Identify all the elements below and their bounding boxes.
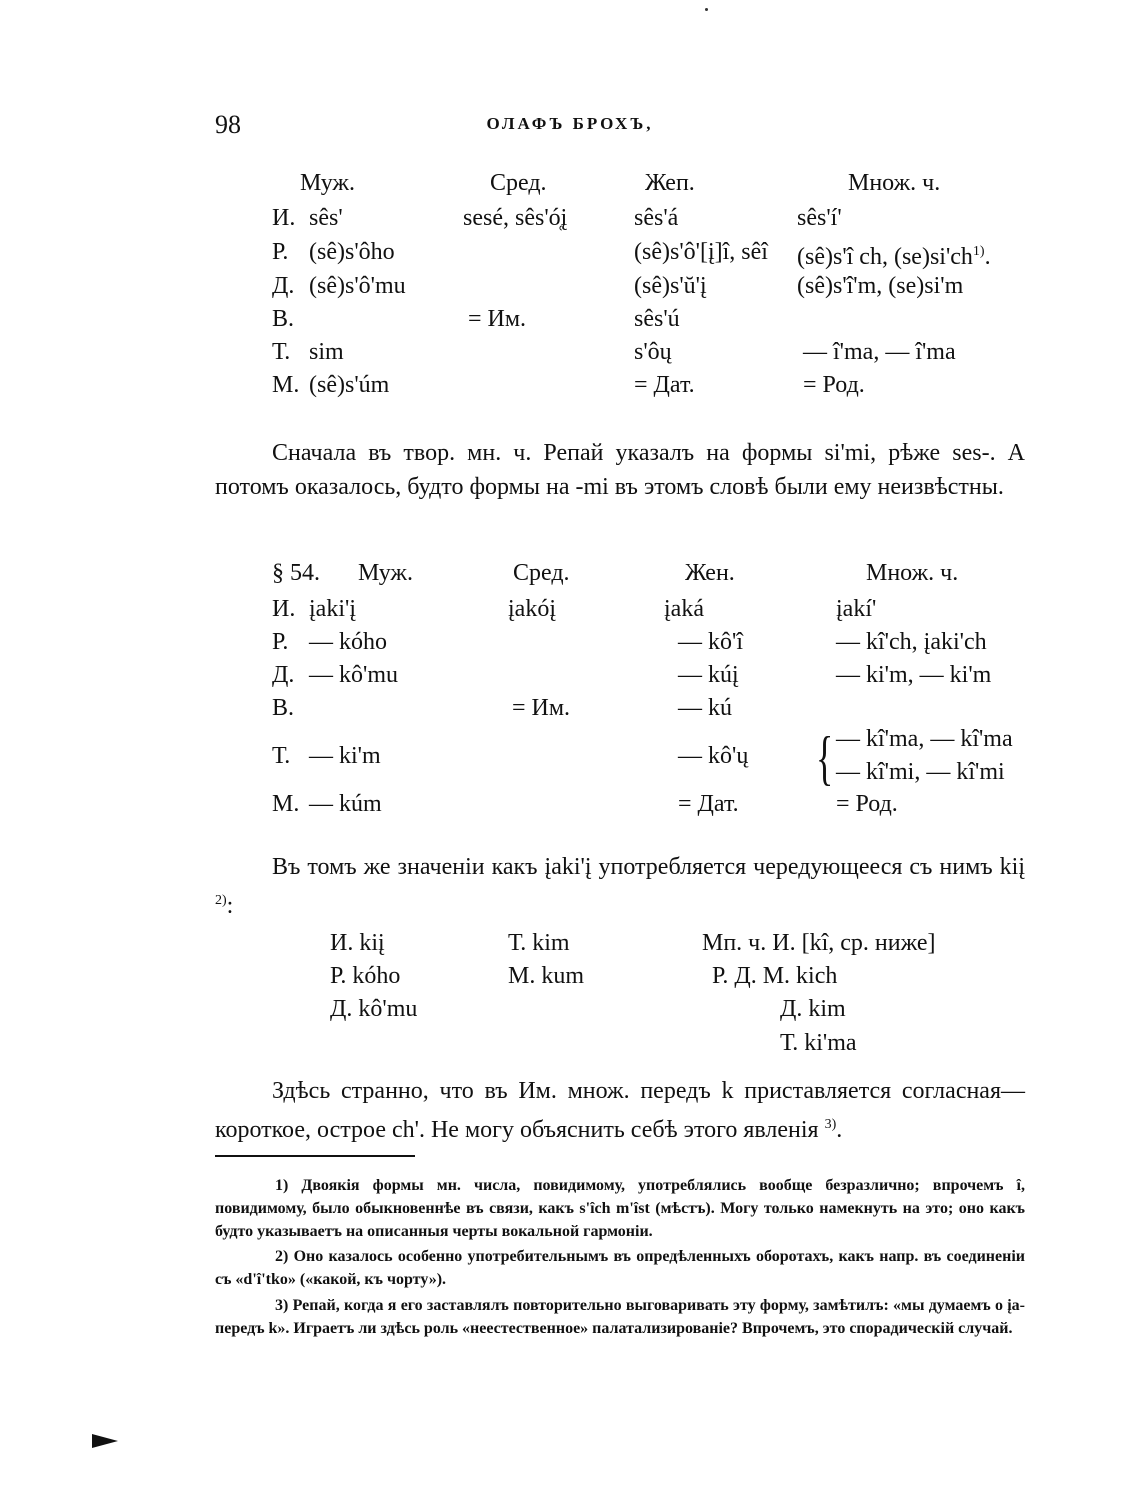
form-plur: = Род. xyxy=(803,372,865,398)
form-plur: sês'í' xyxy=(797,205,842,231)
form-plur: — î'ma, — î'ma xyxy=(803,339,956,365)
form-fem: — kúį xyxy=(678,662,739,688)
form-plur: — kî'ma, — kî'ma xyxy=(836,726,1013,752)
footnote-3: 3) Репай, когда я его заставлялъ повторительно выговаривать эту форму, замѣтилъ: «мы думаемъ о įa- передъ k». Играетъ ли здѣсь роль «неестественное» палатализированіе? Впрочемъ, это спорадическій случай. xyxy=(215,1297,1025,1337)
paragraph-1: Сначала въ твор. мн. ч. Репай указалъ на формы si'mi, рѣже ses-. А потомъ оказалось, будто формы на -mi въ этомъ словѣ были ему неизвѣстны. xyxy=(215,440,1025,500)
footnote-ref: 2) xyxy=(215,893,227,908)
form-fem: = Дат. xyxy=(678,791,739,817)
form: Р. Д. М. kich xyxy=(712,963,838,989)
case-label: В. xyxy=(272,306,295,332)
form-fem: (sê)s'ŭ'į xyxy=(634,273,707,299)
form-plur: (sê)s'î'm, (se)si'm xyxy=(797,273,964,299)
case-label: М. xyxy=(272,372,300,398)
case-label: Т. xyxy=(272,743,291,769)
form: Т. kim xyxy=(508,930,570,956)
form-plur: = Род. xyxy=(836,791,898,817)
footnote-2: 2) Оно казалось особенно употребительнымъ въ опредѣленныхъ оборотахъ, какъ напр. въ соединеніи съ «d'î'tko» («какой, къ чорту»). xyxy=(215,1248,1025,1288)
case-label: Д. xyxy=(272,662,295,688)
form-plur: įakí' xyxy=(836,596,877,622)
form-fem: įaká xyxy=(664,596,704,622)
form-masc: — kóho xyxy=(309,629,387,655)
case-label: Р. xyxy=(272,239,289,265)
case-label: Р. xyxy=(272,629,289,655)
case-label: И. xyxy=(272,596,296,622)
form-masc: — kúm xyxy=(309,791,382,817)
case-label: В. xyxy=(272,695,295,721)
header-neut: Сред. xyxy=(513,560,570,586)
section-number: § 54. xyxy=(272,560,320,586)
form: И. kiį xyxy=(330,930,385,956)
scan-mark-icon xyxy=(92,1434,118,1448)
footnote-1: 1) Двоякія формы мн. числа, повидимому, употреблялись вообще безразлично; впрочемъ î, повидимому, было обыкновеннѣе въ связи, какъ s'îch m'îst (мѣстъ). Могу только намекнуть на это; оно какъ будто указываетъ на описанныя черты вокальной гармоніи. xyxy=(215,1177,1025,1240)
header-fem: Жеп. xyxy=(645,170,695,196)
form: Мп. ч. И. [kî, ср. ниже] xyxy=(702,930,936,956)
header-plur: Множ. ч. xyxy=(848,170,941,196)
header-plur: Множ. ч. xyxy=(866,560,959,586)
form-fem: = Дат. xyxy=(634,372,695,398)
case-label: И. xyxy=(272,205,296,231)
header-masc: Муж. xyxy=(358,560,414,586)
form-neut: sesé, sês'ó̜į xyxy=(463,205,568,231)
form-masc: (sê)s'ô'mu xyxy=(309,273,406,299)
footnote-rule xyxy=(215,1155,415,1157)
form-masc: įaki'į xyxy=(309,596,356,622)
case-label: Т. xyxy=(272,339,291,365)
form-neut: = Им. xyxy=(468,306,527,332)
paragraph-3: Здѣсь странно, что въ Им. множ. передъ k приставляется согласная— короткое, острое ch'. Не могу объяснить себѣ этого явленія $^{3)}$. xyxy=(215,1078,1025,1143)
form-neut: = Им. xyxy=(512,695,571,721)
form: М. kum xyxy=(508,963,585,989)
form-masc: (sê)s'ôho xyxy=(309,239,395,265)
form: Д. kô'mu xyxy=(330,996,418,1022)
form-fem: (sê)s'ô'[į]î, sêî xyxy=(634,239,768,265)
scan-speck xyxy=(705,8,708,11)
form-neut: įakóį xyxy=(508,596,556,622)
form-fem: — kú xyxy=(678,695,732,721)
form-masc: — kô'mu xyxy=(309,662,398,688)
header-masc: Муж. xyxy=(300,170,356,196)
form-fem: — kô'î xyxy=(678,629,743,655)
form-masc: (sê)s'úm xyxy=(309,372,390,398)
form-plur: — ki'm, — ki'm xyxy=(836,662,992,688)
form-masc: sês' xyxy=(309,205,343,231)
header-fem: Жен. xyxy=(685,560,735,586)
form: Р. kóho xyxy=(330,963,401,989)
form: Д. kim xyxy=(780,996,846,1022)
form-plur-alt: — kî'mi, — kî'mi xyxy=(836,759,1005,785)
page-number: 98 xyxy=(215,110,241,139)
form-fem: sês'ú xyxy=(634,306,680,332)
form-fem: s'ôų xyxy=(634,339,672,365)
form-plur: (sê)s'î ch, $(se)si'ch^{1)}$. xyxy=(797,244,991,270)
form-plur: — kî'ch, įaki'ch xyxy=(836,629,987,655)
curly-brace: { xyxy=(816,725,834,791)
form: Т. ki'ma xyxy=(780,1030,857,1056)
header-neut: Сред. xyxy=(490,170,547,196)
footnote-ref: 1) xyxy=(972,244,985,259)
paragraph-2: Въ томъ же значеніи какъ įaki'į употребляется чередующееся съ нимъ kiį $^{2)}$: xyxy=(215,854,1025,919)
case-label: М. xyxy=(272,791,300,817)
running-title: ОЛАФЪ БРОХЪ, xyxy=(486,114,654,133)
form-fem: — kô'ų xyxy=(678,743,749,769)
form-masc: sim xyxy=(309,339,344,365)
form-masc: — ki'm xyxy=(309,743,381,769)
case-label: Д. xyxy=(272,273,295,299)
footnote-ref: 3) xyxy=(824,1117,837,1132)
form-fem: sês'á xyxy=(634,205,679,231)
